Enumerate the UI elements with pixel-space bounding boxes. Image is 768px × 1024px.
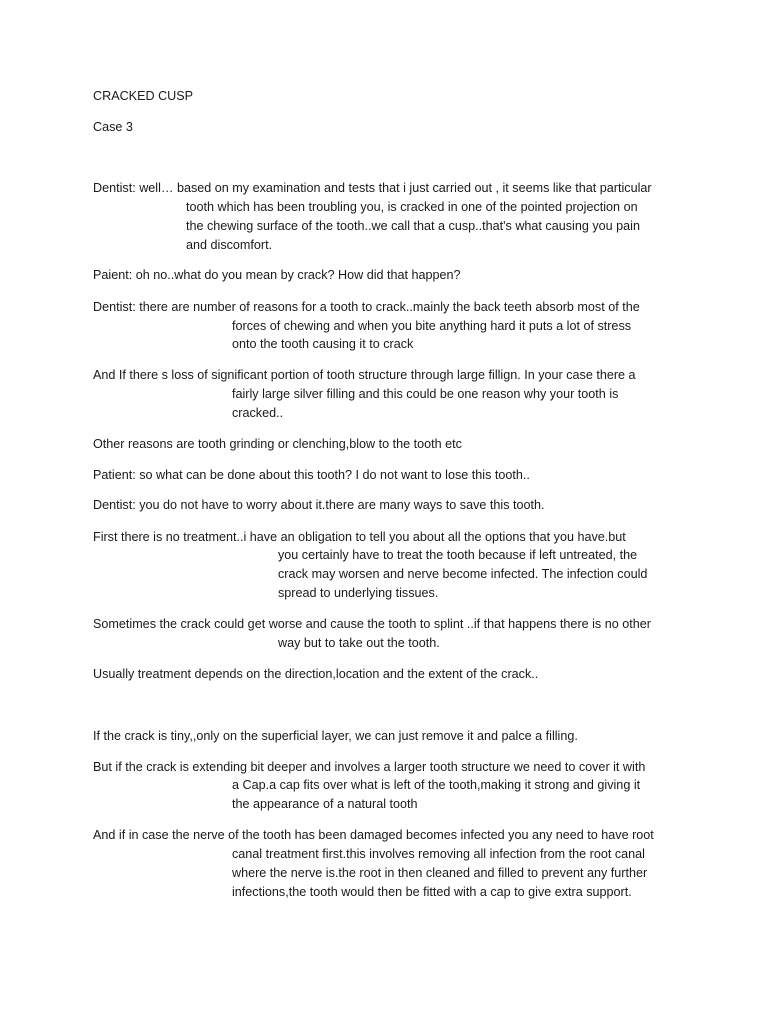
document-title: CRACKED CUSP [93,89,194,103]
paragraph-line: Patient: so what can be done about this tooth? I do not want to lose this tooth.. [93,468,530,482]
paragraph-line: and discomfort. [186,238,273,252]
paragraph-line: forces of chewing and when you bite anything hard it puts a lot of stress [232,319,632,333]
paragraph-line: fairly large silver filling and this could be one reason why your tooth is [232,387,619,401]
paragraph-line: onto the tooth causing it to crack [232,337,414,351]
paragraph-line: tooth which has been troubling you, is cracked in one of the pointed projection on [186,200,638,214]
paragraph-line: the appearance of a natural tooth [232,797,418,811]
paragraph-line: Paient: oh no..what do you mean by crack? How did that happen? [93,268,461,282]
paragraph-line: you certainly have to treat the tooth because if left untreated, the [278,548,638,562]
paragraph-line: Other reasons are tooth grinding or clenching,blow to the tooth etc [93,437,462,451]
paragraph-line: If the crack is tiny,,only on the superficial layer, we can just remove it and palce a filling. [93,729,578,743]
paragraph-line: way but to take out the tooth. [278,636,440,650]
paragraph-line: crack may worsen and nerve become infected. The infection could [278,567,648,581]
paragraph-line: where the nerve is.the root in then cleaned and filled to prevent any further [232,866,648,880]
paragraph-line: Usually treatment depends on the direction,location and the extent of the crack.. [93,667,539,681]
paragraph-line: Dentist: well… based on my examination and tests that i just carried out , it seems like that particular [93,181,652,195]
paragraph-line: a Cap.a cap fits over what is left of the tooth,making it strong and giving it [232,778,641,792]
paragraph-line: infections,the tooth would then be fitted with a cap to give extra support. [232,885,632,899]
paragraph-line: canal treatment first.this involves removing all infection from the root canal [232,847,645,861]
paragraph-line: And If there s loss of significant portion of tooth structure through large fillign. In your case there a [93,368,636,382]
paragraph-line: Dentist: you do not have to worry about it.there are many ways to save this tooth. [93,498,545,512]
paragraph-line: And if in case the nerve of the tooth has been damaged becomes infected you any need to have root [93,828,654,842]
paragraph-line: But if the crack is extending bit deeper and involves a larger tooth structure we need to cover it with [93,760,646,774]
paragraph-line: cracked.. [232,406,284,420]
paragraph-line: Dentist: there are number of reasons for a tooth to crack..mainly the back teeth absorb most of the [93,300,640,314]
case-label: Case 3 [93,120,133,134]
paragraph-line: spread to underlying tissues. [278,586,439,600]
paragraph-line: Sometimes the crack could get worse and cause the tooth to splint ..if that happens there is no other [93,617,651,631]
paragraph-line: the chewing surface of the tooth..we call that a cusp..that's what causing you pain [186,219,640,233]
paragraph-line: First there is no treatment..i have an obligation to tell you about all the options that you have.but [93,530,626,544]
